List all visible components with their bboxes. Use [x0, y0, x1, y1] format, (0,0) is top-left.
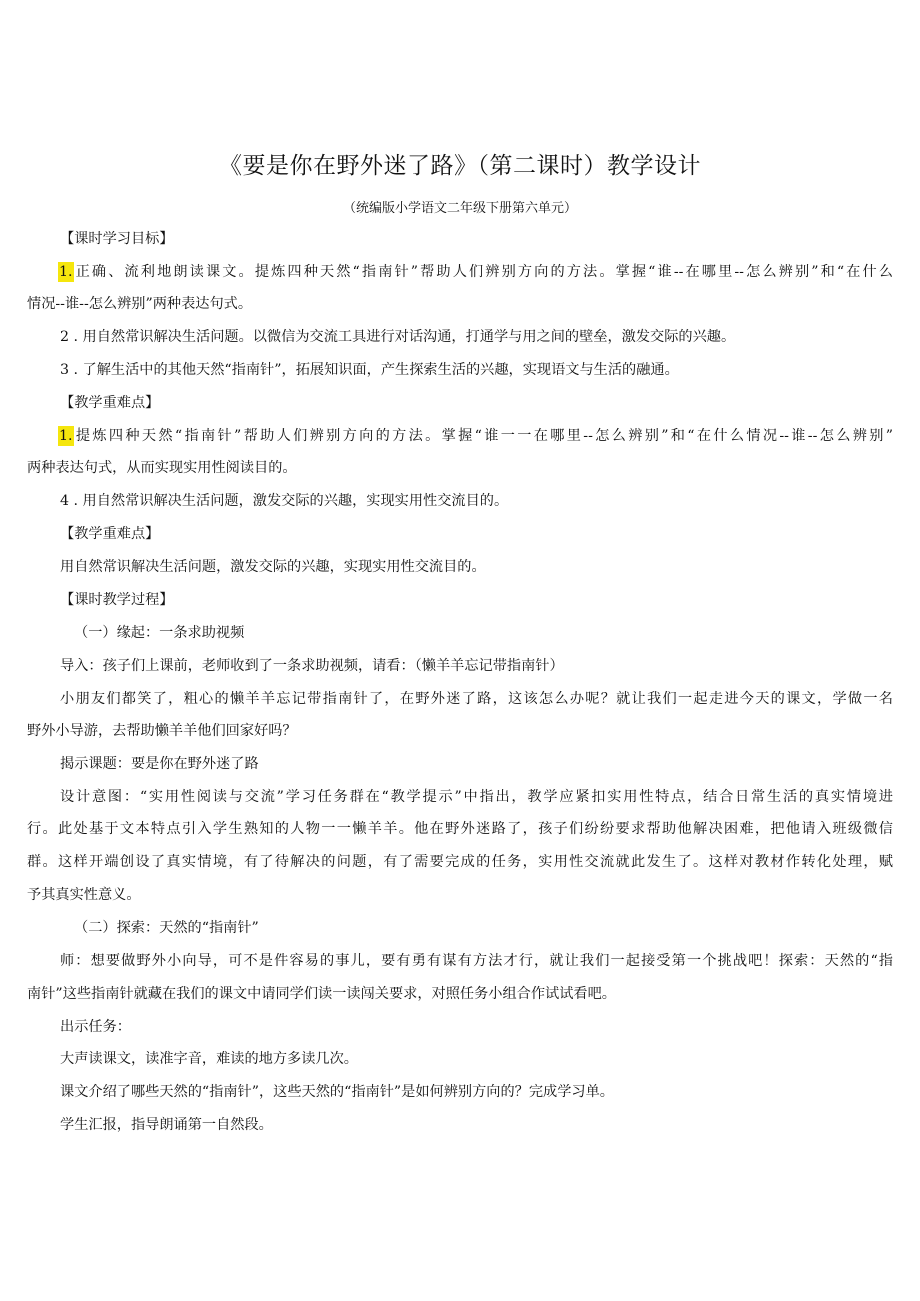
task-1: 大声读课文，读准字音，难读的地方多读几次。 — [60, 1051, 358, 1067]
teacher-line-1: 师：想要做野外小向导，可不是件容易的事儿，要有勇有谋有方法才行，就让我们一起接受第一个挑战吧！探索：天然的“指 — [60, 953, 893, 969]
part-1-heading: （一）缘起：一条求助视频 — [74, 625, 245, 641]
highlighted-number: 1. — [59, 428, 73, 444]
goal-3: 3 . 了解生活中的其他天然“指南针”，拓展知识面，产生探索生活的兴趣，实现语文与生活的融通。 — [60, 362, 679, 378]
goal-1-text: 正确、流利地朗读课文。提炼四种天然“指南针”帮助人们辨别方向的方法。掌握“谁--在哪里--怎么辨别”和“在什么 — [73, 264, 893, 280]
goal-1-line-1 — [58, 262, 893, 282]
teacher-line-2: 南针”这些指南针就藏在我们的课文中请同学们读一读闯关要求，对照任务小组合作试试看吧。 — [27, 986, 616, 1002]
document-subtitle: （统编版小学语文二年级下册第六单元） — [342, 201, 577, 216]
goal-1-line-2: 情况--谁--怎么辨别”两种表达句式。 — [27, 296, 253, 312]
student-report: 学生汇报，指导朗诵第一自然段。 — [60, 1117, 273, 1133]
key-4: 4 . 用自然常识解决生活问题，激发交际的兴趣，实现实用性交流目的。 — [60, 493, 509, 509]
section-heading-key-1: 【教学重难点】 — [60, 395, 160, 411]
task-2: 课文介绍了哪些天然的“指南针”，这些天然的“指南针”是如何辨别方向的？完成学习单。 — [60, 1084, 614, 1100]
key-1-line-1 — [58, 426, 893, 446]
reveal-topic: 揭示课题：要是你在野外迷了路 — [60, 756, 259, 772]
goal-2: 2 . 用自然常识解决生活问题。以微信为交流工具进行对话沟通，打通学与用之间的壁垒，激发交际的兴趣。 — [60, 329, 736, 345]
key-2-text: 用自然常识解决生活问题，激发交际的兴趣，实现实用性交流目的。 — [60, 559, 486, 575]
key-1-text: 提炼四种天然“指南针”帮助人们辨别方向的方法。掌握“谁一一在哪里--怎么辨别”和“在什么情况--谁--怎么辨别” — [73, 428, 893, 444]
design-intent-line-2: 行。此处基于文本特点引入学生熟知的人物一一懒羊羊。他在野外迷路了，孩子们纷纷要求帮助他解决困难，把他请入班级微信 — [27, 821, 893, 837]
highlighted-number: 1. — [59, 264, 73, 280]
key-1-line-2: 两种表达句式，从而实现实用性阅读目的。 — [27, 460, 297, 476]
para-1-line-1: 小朋友们都笑了，粗心的懒羊羊忘记带指南针了，在野外迷了路，这该怎么办呢？就让我们一起走进今天的课文，学做一名 — [60, 691, 893, 707]
section-heading-goals: 【课时学习目标】 — [60, 231, 174, 247]
task-heading: 出示任务： — [60, 1019, 131, 1035]
para-1-line-2: 野外小导游，去帮助懒羊羊他们回家好吗？ — [27, 723, 297, 739]
document-title: 《要是你在野外迷了路》（第二课时）教学设计 — [219, 153, 701, 179]
section-heading-process: 【课时教学过程】 — [60, 592, 174, 608]
part-2-heading: （二）探索：天然的“指南针” — [74, 920, 259, 936]
design-intent-line-3: 群。这样开端创设了真实情境，有了待解决的问题，有了需要完成的任务，实用性交流就此发生了。这样对教材作转化处理，赋 — [27, 854, 893, 870]
intro-text: 导入：孩子们上课前，老师收到了一条求助视频，请看：（懒羊羊忘记带指南针） — [60, 658, 564, 674]
design-intent-line-4: 予其真实性意义。 — [27, 887, 141, 903]
design-intent-line-1: 设计意图：“实用性阅读与交流”学习任务群在“教学提示”中指出，教学应紧扣实用性特点，结合日常生活的真实情境进 — [60, 789, 893, 805]
section-heading-key-2: 【教学重难点】 — [60, 526, 160, 542]
